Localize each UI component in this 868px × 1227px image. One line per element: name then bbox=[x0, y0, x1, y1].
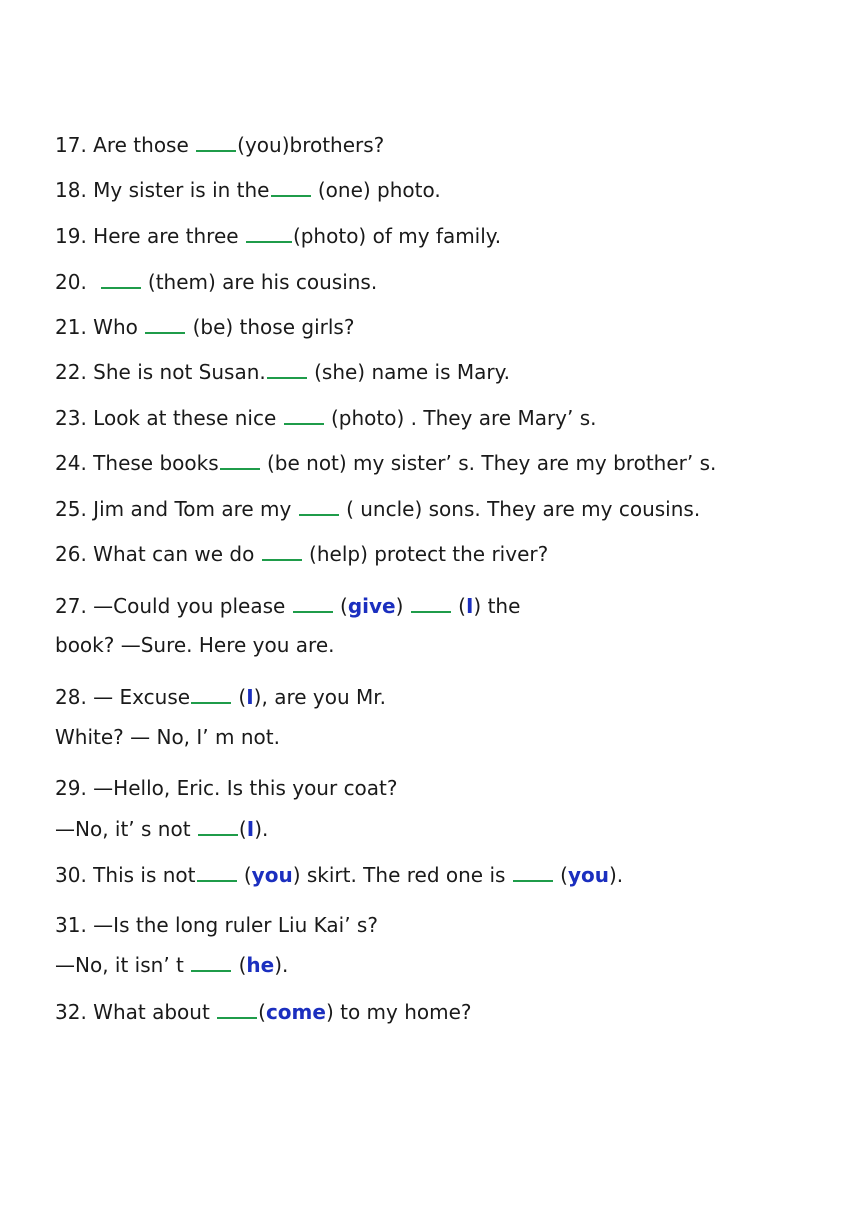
answer-blank[interactable] bbox=[293, 610, 333, 613]
keyword: give bbox=[347, 594, 396, 618]
question-text: ( bbox=[232, 685, 247, 709]
answer-blank[interactable] bbox=[299, 513, 339, 516]
question-line bbox=[55, 270, 377, 294]
question-number: 18. bbox=[55, 178, 94, 202]
question-text: ( bbox=[238, 817, 247, 841]
question-text: ( bbox=[258, 1000, 266, 1024]
answer-blank[interactable] bbox=[262, 558, 302, 561]
keyword: he bbox=[246, 953, 275, 977]
question-number: 31. bbox=[55, 913, 94, 937]
question-line bbox=[55, 913, 378, 937]
question-text: —Hello, Eric. Is this your coat? bbox=[93, 776, 398, 800]
answer-blank[interactable] bbox=[411, 610, 451, 613]
keyword: you bbox=[567, 863, 609, 887]
question-line bbox=[55, 594, 520, 618]
question-line bbox=[55, 178, 441, 202]
question-line bbox=[55, 633, 335, 657]
question-number: 28. bbox=[55, 685, 94, 709]
question-text: (she) name is Mary. bbox=[307, 360, 510, 384]
question-text: Who bbox=[93, 315, 145, 339]
answer-blank[interactable] bbox=[284, 422, 324, 425]
keyword: I bbox=[465, 594, 474, 618]
question-text: (one) photo. bbox=[311, 178, 441, 202]
question-text: Jim and Tom are my bbox=[93, 497, 298, 521]
question-text: ( bbox=[553, 863, 568, 887]
question-text: ) bbox=[395, 594, 410, 618]
question-text: —No, it’ s not bbox=[55, 817, 197, 841]
answer-blank[interactable] bbox=[513, 879, 553, 882]
question-number: 22. bbox=[55, 360, 94, 384]
question-text: (photo) of my family. bbox=[292, 224, 502, 248]
question-text: What about bbox=[93, 1000, 217, 1024]
question-text: ( bbox=[451, 594, 466, 618]
question-text: (be) those girls? bbox=[186, 315, 355, 339]
keyword: come bbox=[265, 1000, 326, 1024]
question-line bbox=[55, 315, 354, 339]
answer-blank[interactable] bbox=[217, 1016, 257, 1019]
question-number: 29. bbox=[55, 776, 94, 800]
question-text: ) to my home? bbox=[325, 1000, 472, 1024]
question-text: My sister is in the bbox=[93, 178, 270, 202]
keyword: I bbox=[246, 817, 255, 841]
question-number: 21. bbox=[55, 315, 94, 339]
question-text: ( bbox=[232, 953, 247, 977]
question-text: This is not bbox=[93, 863, 196, 887]
question-number: 23. bbox=[55, 406, 94, 430]
question-text: (be not) my sister’ s. They are my brother’ s. bbox=[260, 451, 717, 475]
question-number: 19. bbox=[55, 224, 94, 248]
question-text: (you)brothers? bbox=[237, 133, 385, 157]
keyword: you bbox=[251, 863, 293, 887]
answer-blank[interactable] bbox=[246, 240, 292, 243]
question-line bbox=[55, 451, 716, 475]
question-text: ). bbox=[254, 817, 269, 841]
question-number: 17. bbox=[55, 133, 94, 157]
question-text: (photo) . They are Mary’ s. bbox=[324, 406, 597, 430]
question-line bbox=[55, 360, 510, 384]
question-text: ) the bbox=[473, 594, 521, 618]
question-text: ). bbox=[274, 953, 289, 977]
question-text: —Could you please bbox=[93, 594, 292, 618]
answer-blank[interactable] bbox=[101, 286, 141, 289]
question-line bbox=[55, 953, 288, 977]
question-line bbox=[55, 406, 597, 430]
question-line bbox=[55, 685, 386, 709]
question-text: — Excuse bbox=[93, 685, 191, 709]
question-text: Look at these nice bbox=[93, 406, 283, 430]
question-text: ( uncle) sons. They are my cousins. bbox=[339, 497, 701, 521]
question-text: These books bbox=[93, 451, 219, 475]
question-text: (help) protect the river? bbox=[302, 542, 549, 566]
answer-blank[interactable] bbox=[220, 467, 260, 470]
answer-blank[interactable] bbox=[191, 969, 231, 972]
question-text: ) skirt. The red one is bbox=[292, 863, 512, 887]
question-number: 32. bbox=[55, 1000, 94, 1024]
question-number: 20. bbox=[55, 270, 94, 294]
question-text: White? — No, I’ m not. bbox=[55, 725, 280, 749]
answer-blank[interactable] bbox=[271, 194, 311, 197]
answer-blank[interactable] bbox=[197, 879, 237, 882]
question-line bbox=[55, 542, 548, 566]
question-number: 27. bbox=[55, 594, 94, 618]
question-number: 25. bbox=[55, 497, 94, 521]
answer-blank[interactable] bbox=[196, 149, 236, 152]
question-line bbox=[55, 224, 501, 248]
question-number: 26. bbox=[55, 542, 94, 566]
answer-blank[interactable] bbox=[145, 331, 185, 334]
question-line bbox=[55, 497, 700, 521]
question-number: 30. bbox=[55, 863, 94, 887]
question-text: ). bbox=[608, 863, 624, 887]
question-line bbox=[55, 817, 268, 841]
answer-blank[interactable] bbox=[191, 701, 231, 704]
question-text: book? —Sure. Here you are. bbox=[55, 633, 335, 657]
question-line bbox=[55, 863, 623, 887]
question-text: —No, it isn’ t bbox=[55, 953, 191, 977]
question-text bbox=[93, 270, 99, 294]
answer-blank[interactable] bbox=[198, 833, 238, 836]
answer-blank[interactable] bbox=[267, 376, 307, 379]
keyword: I bbox=[246, 685, 254, 709]
question-number: 24. bbox=[55, 451, 94, 475]
question-line bbox=[55, 133, 384, 157]
question-text: ), are you Mr. bbox=[253, 685, 386, 709]
question-text: ( bbox=[333, 594, 348, 618]
question-text: What can we do bbox=[93, 542, 261, 566]
question-text: Here are three bbox=[93, 224, 245, 248]
question-line bbox=[55, 725, 280, 749]
question-text: Are those bbox=[93, 133, 196, 157]
question-text: (them) are his cousins. bbox=[141, 270, 378, 294]
question-text: ( bbox=[237, 863, 252, 887]
question-line bbox=[55, 1000, 472, 1024]
question-text: —Is the long ruler Liu Kai’ s? bbox=[93, 913, 378, 937]
question-line bbox=[55, 776, 398, 800]
question-text: She is not Susan. bbox=[93, 360, 266, 384]
